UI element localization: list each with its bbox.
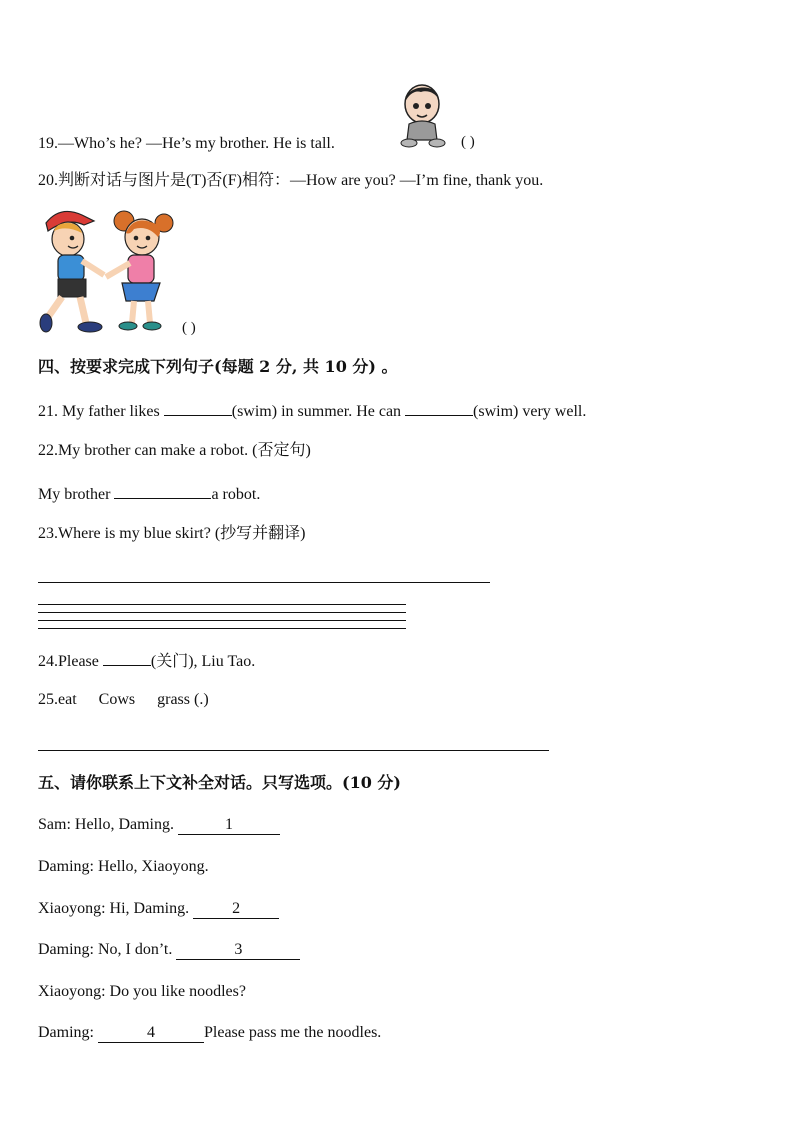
dialogue-line-4-text: Daming: No, I don’t. — [38, 941, 177, 958]
writing-line-4[interactable] — [38, 628, 406, 629]
blank-21b[interactable] — [405, 399, 473, 416]
question-25-word1: 25.eat — [38, 691, 77, 708]
blank-2[interactable]: 2 — [193, 900, 279, 919]
dialogue-line-1 — [38, 815, 280, 835]
question-25-word2: Cows — [98, 691, 136, 708]
dialogue-line-6-after: Please pass me the noodles. — [204, 1024, 382, 1041]
question-24-part1: 24.Please — [38, 653, 103, 670]
writing-line-3[interactable] — [38, 620, 406, 621]
blank-24[interactable] — [103, 649, 151, 666]
question-24 — [38, 649, 255, 672]
question-22: 22.My brother can make a robot. (否定句) — [38, 442, 311, 459]
question-21-part1: 21. My father likes — [38, 403, 164, 420]
question-21-part3: (swim) very well. — [473, 403, 587, 420]
dialogue-line-6 — [38, 1023, 381, 1043]
question-20-text: 20.判断对话与图片是(T)否(F)相符：—How are you? —I’m fine, thank you. — [38, 172, 544, 189]
question-22-answer-part1: My brother — [38, 486, 115, 503]
dialogue-line-6-text: Daming: — [38, 1024, 98, 1041]
writing-line-1[interactable] — [38, 604, 406, 605]
dialogue-line-5-text: Xiaoyong: Do you like noodles? — [38, 983, 246, 1000]
blank-3[interactable]: 3 — [176, 941, 300, 960]
dialogue-line-2 — [38, 857, 209, 877]
question-20 — [38, 171, 543, 191]
section-5-title: 五、请你联系上下文补全对话。只写选项。(10 分) — [38, 773, 401, 792]
answer-paren-19[interactable]: ( ) — [461, 134, 475, 150]
section-4-title: 四、按要求完成下列句子(每题 2 分, 共 10 分) 。 — [38, 357, 398, 376]
boy-illustration — [395, 80, 451, 150]
dialogue-line-2-text: Daming: Hello, Xiaoyong. — [38, 858, 209, 875]
question-19-text: 19.—Who’s he? —He’s my brother. He is tall. — [38, 135, 335, 152]
answer-paren-20[interactable]: ( ) — [182, 320, 196, 336]
dialogue-line-1-text: Sam: Hello, Daming. — [38, 816, 178, 833]
question-24-part2: (关门), Liu Tao. — [150, 653, 256, 670]
question-21 — [38, 399, 586, 422]
question-19 — [38, 134, 335, 154]
dialogue-line-3-text: Xiaoyong: Hi, Daming. — [38, 900, 194, 917]
answer-line-25[interactable] — [38, 750, 549, 751]
question-22-answer — [38, 482, 260, 505]
kids-illustration — [38, 205, 174, 337]
question-22-answer-part2: a robot. — [211, 486, 261, 503]
question-23: 23.Where is my blue skirt? (抄写并翻译) — [38, 525, 306, 542]
dialogue-line-5 — [38, 982, 246, 1002]
answer-line-23[interactable] — [38, 582, 490, 583]
blank-21a[interactable] — [164, 399, 232, 416]
blank-22[interactable] — [114, 482, 211, 499]
question-21-part2: (swim) in summer. He can — [231, 403, 406, 420]
dialogue-line-4 — [38, 940, 300, 960]
question-25-word3: grass (.) — [157, 691, 209, 708]
writing-line-2[interactable] — [38, 612, 406, 613]
blank-1[interactable]: 1 — [178, 816, 280, 835]
dialogue-line-3 — [38, 899, 279, 919]
blank-4[interactable]: 4 — [98, 1024, 204, 1043]
question-25 — [38, 690, 209, 710]
